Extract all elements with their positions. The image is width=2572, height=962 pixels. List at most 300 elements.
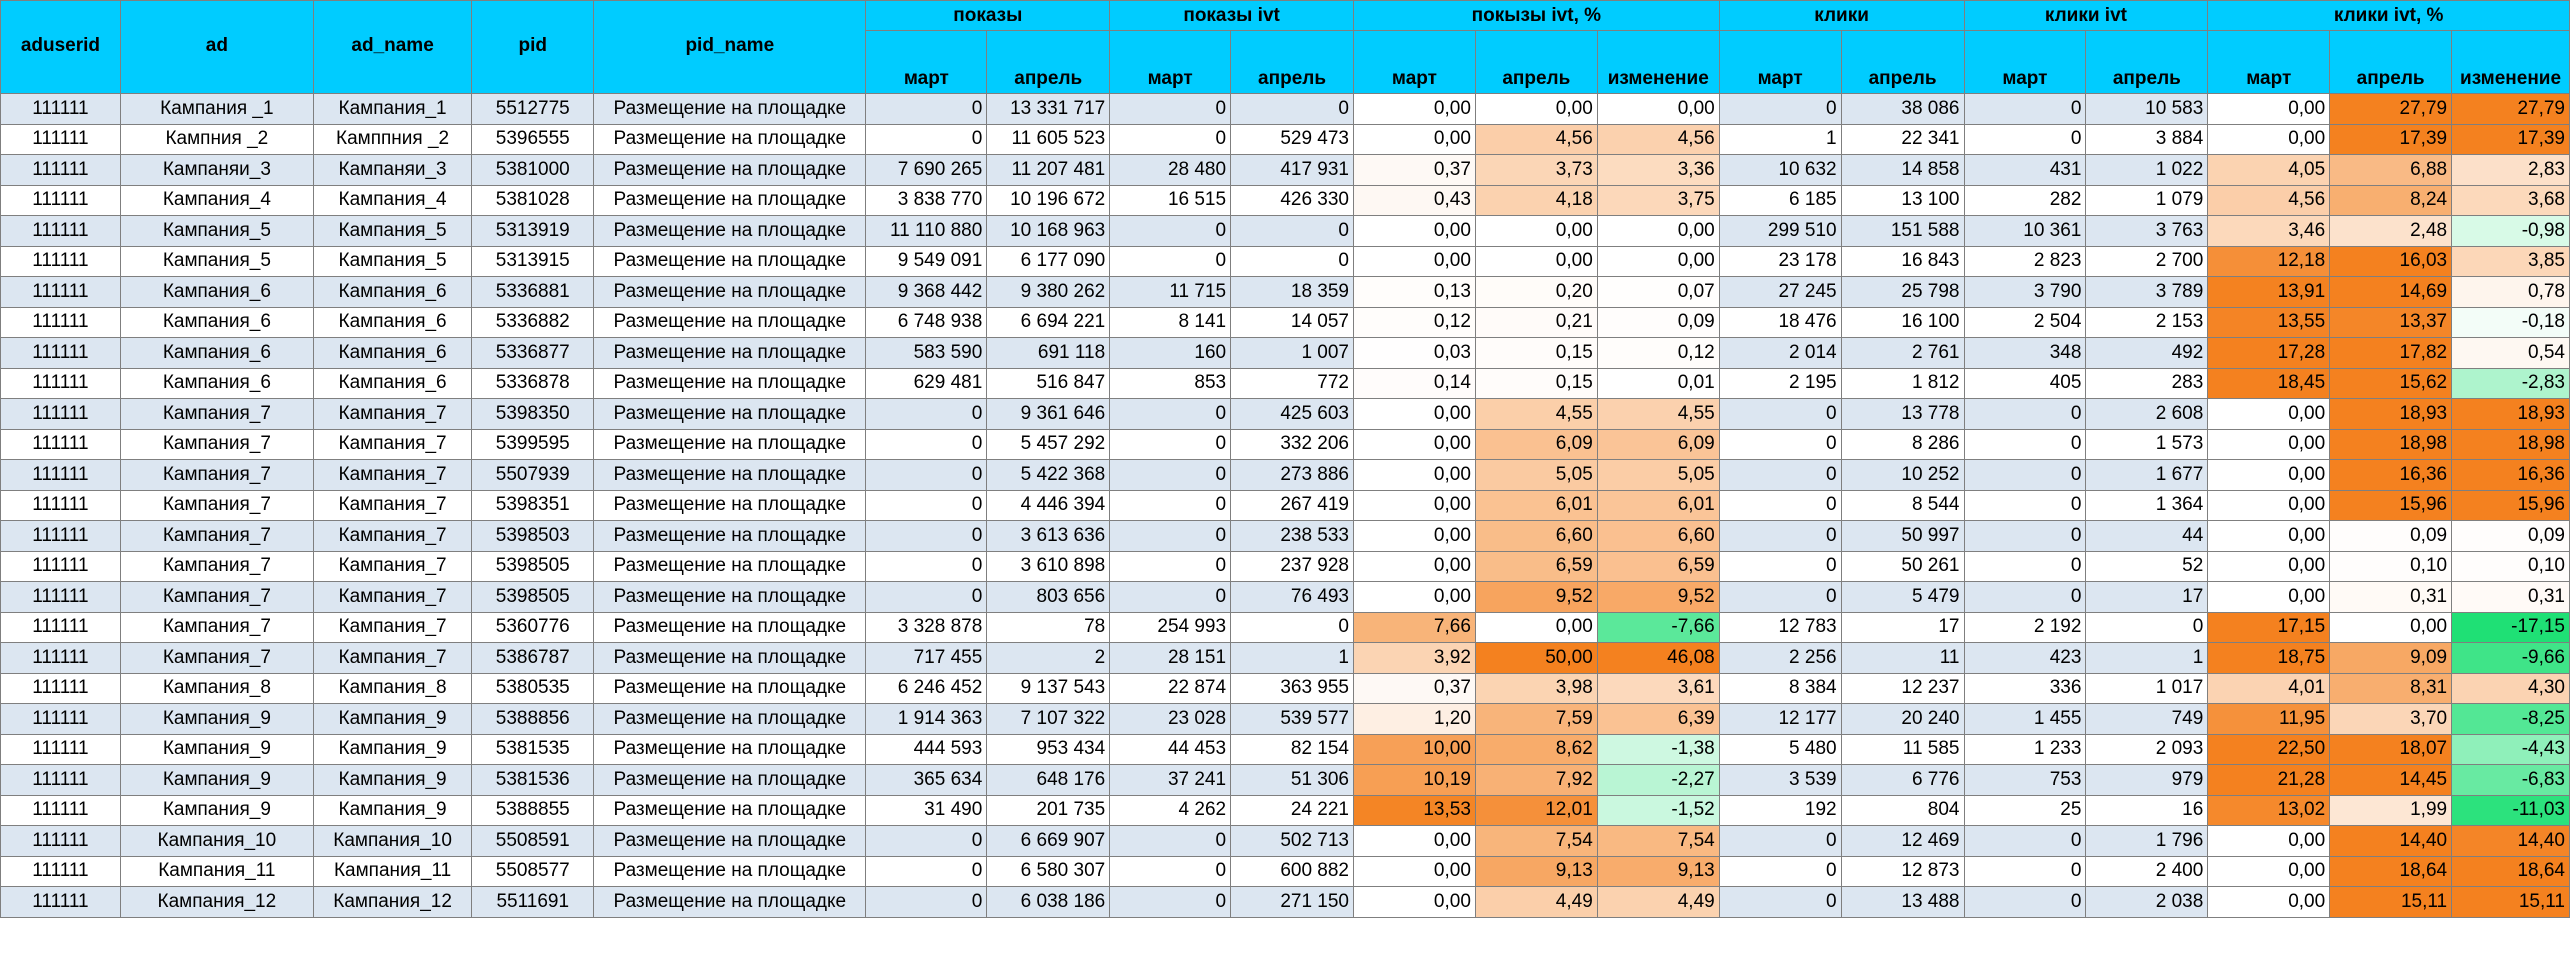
cell-impressions-ivt-pct-april[interactable]: 4,49 (1475, 887, 1597, 918)
cell-clicks-ivt-pct-march[interactable]: 21,28 (2208, 765, 2330, 796)
cell-clicks-march[interactable]: 192 (1719, 795, 1841, 826)
cell-clicks-ivt-march[interactable]: 1 233 (1964, 734, 2086, 765)
cell-clicks-april[interactable]: 12 873 (1841, 856, 1964, 887)
cell-aduserid[interactable]: 111111 (1, 124, 121, 155)
cell-impressions-ivt-april[interactable]: 502 713 (1231, 826, 1354, 857)
cell-impressions-ivt-pct-change[interactable]: 4,49 (1597, 887, 1719, 918)
cell-clicks-march[interactable]: 0 (1719, 582, 1841, 613)
cell-clicks-ivt-pct-april[interactable]: 18,64 (2330, 856, 2452, 887)
sub-header-april[interactable]: апрель (1841, 31, 1964, 94)
cell-impressions-ivt-april[interactable]: 24 221 (1231, 795, 1354, 826)
col-header-pid-name[interactable]: pid_name (594, 1, 866, 94)
cell-clicks-ivt-april[interactable]: 283 (2086, 368, 2208, 399)
cell-impressions-ivt-pct-april[interactable]: 0,00 (1475, 94, 1597, 125)
cell-ad[interactable]: Кампания_4 (120, 185, 313, 216)
cell-pid-name[interactable]: Размещение на площадке (594, 704, 866, 735)
cell-impressions-ivt-pct-change[interactable]: 4,55 (1597, 399, 1719, 430)
cell-impressions-ivt-pct-march[interactable]: 10,00 (1354, 734, 1476, 765)
cell-clicks-ivt-pct-change[interactable]: -4,43 (2452, 734, 2570, 765)
cell-impressions-ivt-april[interactable]: 267 419 (1231, 490, 1354, 521)
cell-pid-name[interactable]: Размещение на площадке (594, 307, 866, 338)
cell-impressions-ivt-march[interactable]: 0 (1110, 399, 1231, 430)
cell-impressions-march[interactable]: 0 (866, 399, 987, 430)
cell-clicks-april[interactable]: 16 100 (1841, 307, 1964, 338)
cell-impressions-ivt-pct-march[interactable]: 10,19 (1354, 765, 1476, 796)
cell-clicks-ivt-pct-march[interactable]: 0,00 (2208, 94, 2330, 125)
cell-ad-name[interactable]: Кампания_4 (313, 185, 471, 216)
cell-impressions-april[interactable]: 516 847 (987, 368, 1110, 399)
cell-clicks-ivt-pct-march[interactable]: 18,45 (2208, 368, 2330, 399)
cell-impressions-ivt-april[interactable]: 332 206 (1231, 429, 1354, 460)
cell-pid[interactable]: 5313919 (472, 216, 594, 247)
cell-clicks-april[interactable]: 12 469 (1841, 826, 1964, 857)
cell-ad-name[interactable]: Кампания_5 (313, 216, 471, 247)
cell-ad[interactable]: Кампания_5 (120, 216, 313, 247)
cell-clicks-ivt-april[interactable]: 749 (2086, 704, 2208, 735)
cell-impressions-ivt-april[interactable]: 1 007 (1231, 338, 1354, 369)
cell-ad[interactable]: Кампания_7 (120, 490, 313, 521)
cell-aduserid[interactable]: 111111 (1, 734, 121, 765)
col-header-ad[interactable]: ad (120, 1, 313, 94)
cell-clicks-march[interactable]: 0 (1719, 399, 1841, 430)
sub-header-april[interactable]: апрель (1231, 31, 1354, 94)
sub-header-march[interactable]: март (2208, 31, 2330, 94)
cell-impressions-ivt-pct-april[interactable]: 7,54 (1475, 826, 1597, 857)
cell-impressions-april[interactable]: 6 038 186 (987, 887, 1110, 918)
cell-clicks-march[interactable]: 0 (1719, 460, 1841, 491)
cell-clicks-ivt-pct-change[interactable]: 0,09 (2452, 521, 2570, 552)
cell-aduserid[interactable]: 111111 (1, 795, 121, 826)
cell-impressions-march[interactable]: 0 (866, 826, 987, 857)
col-header-ad-name[interactable]: ad_name (313, 1, 471, 94)
cell-ad-name[interactable]: Кампания_6 (313, 338, 471, 369)
cell-ad-name[interactable]: Кампания_7 (313, 490, 471, 521)
cell-impressions-ivt-pct-april[interactable]: 0,15 (1475, 368, 1597, 399)
cell-pid[interactable]: 5507939 (472, 460, 594, 491)
cell-aduserid[interactable]: 111111 (1, 582, 121, 613)
cell-pid[interactable]: 5511691 (472, 887, 594, 918)
cell-impressions-ivt-pct-april[interactable]: 12,01 (1475, 795, 1597, 826)
group-header-clicks-ivt[interactable]: клики ivt (1964, 1, 2208, 31)
cell-impressions-ivt-pct-april[interactable]: 3,73 (1475, 155, 1597, 186)
cell-impressions-ivt-pct-march[interactable]: 0,00 (1354, 429, 1476, 460)
cell-impressions-ivt-pct-april[interactable]: 7,92 (1475, 765, 1597, 796)
cell-impressions-ivt-march[interactable]: 0 (1110, 216, 1231, 247)
cell-clicks-ivt-pct-change[interactable]: 14,40 (2452, 826, 2570, 857)
cell-impressions-ivt-april[interactable]: 539 577 (1231, 704, 1354, 735)
cell-clicks-ivt-april[interactable]: 1 079 (2086, 185, 2208, 216)
cell-impressions-ivt-pct-april[interactable]: 0,20 (1475, 277, 1597, 308)
cell-impressions-ivt-pct-march[interactable]: 0,43 (1354, 185, 1476, 216)
cell-aduserid[interactable]: 111111 (1, 704, 121, 735)
cell-clicks-ivt-march[interactable]: 348 (1964, 338, 2086, 369)
cell-impressions-ivt-pct-march[interactable]: 13,53 (1354, 795, 1476, 826)
cell-impressions-april[interactable]: 9 137 543 (987, 673, 1110, 704)
group-header-impressions-ivt-pct[interactable]: покызы ivt, % (1354, 1, 1720, 31)
cell-clicks-ivt-pct-march[interactable]: 4,56 (2208, 185, 2330, 216)
cell-clicks-march[interactable]: 12 177 (1719, 704, 1841, 735)
cell-clicks-ivt-pct-change[interactable]: 18,93 (2452, 399, 2570, 430)
group-header-clicks-ivt-pct[interactable]: клики ivt, % (2208, 1, 2570, 31)
cell-impressions-ivt-march[interactable]: 0 (1110, 551, 1231, 582)
cell-impressions-ivt-march[interactable]: 16 515 (1110, 185, 1231, 216)
cell-pid-name[interactable]: Размещение на площадке (594, 521, 866, 552)
cell-ad-name[interactable]: Кампания_7 (313, 582, 471, 613)
sub-header-march[interactable]: март (866, 31, 987, 94)
cell-clicks-ivt-pct-april[interactable]: 15,96 (2330, 490, 2452, 521)
cell-clicks-ivt-pct-change[interactable]: -9,66 (2452, 643, 2570, 674)
cell-ad[interactable]: Кампания_6 (120, 307, 313, 338)
cell-impressions-ivt-april[interactable]: 14 057 (1231, 307, 1354, 338)
cell-clicks-ivt-march[interactable]: 282 (1964, 185, 2086, 216)
cell-pid-name[interactable]: Размещение на площадке (594, 460, 866, 491)
cell-impressions-ivt-pct-change[interactable]: -2,27 (1597, 765, 1719, 796)
cell-ad-name[interactable]: Кампания_7 (313, 551, 471, 582)
cell-impressions-march[interactable]: 1 914 363 (866, 704, 987, 735)
cell-impressions-ivt-march[interactable]: 0 (1110, 856, 1231, 887)
cell-pid-name[interactable]: Размещение на площадке (594, 399, 866, 430)
cell-impressions-ivt-pct-march[interactable]: 0,00 (1354, 399, 1476, 430)
cell-impressions-ivt-pct-april[interactable]: 4,55 (1475, 399, 1597, 430)
cell-clicks-ivt-pct-change[interactable]: 16,36 (2452, 460, 2570, 491)
cell-clicks-ivt-april[interactable]: 1 677 (2086, 460, 2208, 491)
cell-clicks-ivt-april[interactable]: 44 (2086, 521, 2208, 552)
cell-clicks-april[interactable]: 13 488 (1841, 887, 1964, 918)
cell-ad[interactable]: Кампания _1 (120, 94, 313, 125)
cell-impressions-ivt-pct-march[interactable]: 7,66 (1354, 612, 1476, 643)
cell-impressions-april[interactable]: 3 613 636 (987, 521, 1110, 552)
cell-clicks-ivt-pct-change[interactable]: -8,25 (2452, 704, 2570, 735)
cell-clicks-ivt-pct-march[interactable]: 17,28 (2208, 338, 2330, 369)
cell-clicks-ivt-pct-april[interactable]: 0,31 (2330, 582, 2452, 613)
cell-clicks-ivt-pct-march[interactable]: 0,00 (2208, 460, 2330, 491)
cell-impressions-ivt-pct-april[interactable]: 0,00 (1475, 216, 1597, 247)
cell-ad-name[interactable]: Кампания_8 (313, 673, 471, 704)
cell-pid-name[interactable]: Размещение на площадке (594, 643, 866, 674)
cell-pid-name[interactable]: Размещение на площадке (594, 582, 866, 613)
cell-ad-name[interactable]: Кампания_5 (313, 246, 471, 277)
cell-impressions-ivt-april[interactable]: 425 603 (1231, 399, 1354, 430)
cell-impressions-march[interactable]: 7 690 265 (866, 155, 987, 186)
cell-clicks-ivt-pct-change[interactable]: 3,68 (2452, 185, 2570, 216)
cell-pid-name[interactable]: Размещение на площадке (594, 765, 866, 796)
cell-clicks-ivt-pct-april[interactable]: 8,31 (2330, 673, 2452, 704)
cell-clicks-april[interactable]: 11 (1841, 643, 1964, 674)
cell-clicks-ivt-pct-april[interactable]: 18,93 (2330, 399, 2452, 430)
cell-impressions-april[interactable]: 6 177 090 (987, 246, 1110, 277)
cell-ad[interactable]: Кампания_10 (120, 826, 313, 857)
cell-pid-name[interactable]: Размещение на площадке (594, 185, 866, 216)
cell-impressions-march[interactable]: 583 590 (866, 338, 987, 369)
cell-clicks-march[interactable]: 2 014 (1719, 338, 1841, 369)
cell-impressions-april[interactable]: 7 107 322 (987, 704, 1110, 735)
sub-header-march[interactable]: март (1964, 31, 2086, 94)
cell-impressions-april[interactable]: 4 446 394 (987, 490, 1110, 521)
cell-impressions-ivt-pct-march[interactable]: 0,00 (1354, 490, 1476, 521)
cell-aduserid[interactable]: 111111 (1, 460, 121, 491)
cell-clicks-ivt-pct-change[interactable]: -0,18 (2452, 307, 2570, 338)
cell-impressions-april[interactable]: 6 694 221 (987, 307, 1110, 338)
cell-impressions-ivt-pct-march[interactable]: 0,13 (1354, 277, 1476, 308)
cell-impressions-ivt-april[interactable]: 0 (1231, 612, 1354, 643)
cell-impressions-ivt-march[interactable]: 0 (1110, 887, 1231, 918)
cell-impressions-ivt-pct-march[interactable]: 0,03 (1354, 338, 1476, 369)
cell-ad[interactable]: Кампания_7 (120, 460, 313, 491)
cell-clicks-april[interactable]: 17 (1841, 612, 1964, 643)
cell-impressions-ivt-pct-april[interactable]: 0,00 (1475, 612, 1597, 643)
cell-clicks-ivt-april[interactable]: 979 (2086, 765, 2208, 796)
cell-ad-name[interactable]: Камппния _2 (313, 124, 471, 155)
cell-impressions-ivt-pct-april[interactable]: 9,13 (1475, 856, 1597, 887)
cell-clicks-ivt-pct-march[interactable]: 0,00 (2208, 429, 2330, 460)
cell-impressions-april[interactable]: 13 331 717 (987, 94, 1110, 125)
cell-clicks-ivt-pct-change[interactable]: -11,03 (2452, 795, 2570, 826)
cell-clicks-ivt-april[interactable]: 2 400 (2086, 856, 2208, 887)
cell-impressions-ivt-march[interactable]: 0 (1110, 94, 1231, 125)
cell-impressions-ivt-pct-april[interactable]: 0,21 (1475, 307, 1597, 338)
cell-clicks-ivt-march[interactable]: 0 (1964, 856, 2086, 887)
cell-impressions-ivt-april[interactable]: 0 (1231, 94, 1354, 125)
cell-aduserid[interactable]: 111111 (1, 338, 121, 369)
cell-clicks-march[interactable]: 3 539 (1719, 765, 1841, 796)
cell-impressions-ivt-pct-april[interactable]: 7,59 (1475, 704, 1597, 735)
cell-impressions-ivt-pct-march[interactable]: 0,37 (1354, 155, 1476, 186)
cell-aduserid[interactable]: 111111 (1, 856, 121, 887)
cell-clicks-april[interactable]: 1 812 (1841, 368, 1964, 399)
sub-header-change[interactable]: изменение (2452, 31, 2570, 94)
cell-pid[interactable]: 5360776 (472, 612, 594, 643)
cell-impressions-ivt-pct-march[interactable]: 0,00 (1354, 216, 1476, 247)
cell-clicks-april[interactable]: 5 479 (1841, 582, 1964, 613)
cell-impressions-march[interactable]: 6 748 938 (866, 307, 987, 338)
sub-header-change[interactable]: изменение (1597, 31, 1719, 94)
cell-impressions-ivt-april[interactable]: 600 882 (1231, 856, 1354, 887)
cell-clicks-ivt-pct-march[interactable]: 22,50 (2208, 734, 2330, 765)
cell-clicks-ivt-march[interactable]: 0 (1964, 124, 2086, 155)
cell-clicks-ivt-april[interactable]: 0 (2086, 612, 2208, 643)
cell-impressions-ivt-pct-april[interactable]: 50,00 (1475, 643, 1597, 674)
cell-ad-name[interactable]: Кампания_7 (313, 643, 471, 674)
cell-clicks-ivt-pct-march[interactable]: 3,46 (2208, 216, 2330, 247)
cell-clicks-april[interactable]: 14 858 (1841, 155, 1964, 186)
cell-impressions-ivt-pct-change[interactable]: 3,61 (1597, 673, 1719, 704)
cell-ad-name[interactable]: Кампания_9 (313, 795, 471, 826)
cell-pid-name[interactable]: Размещение на площадке (594, 795, 866, 826)
cell-clicks-march[interactable]: 0 (1719, 551, 1841, 582)
cell-impressions-april[interactable]: 2 (987, 643, 1110, 674)
cell-clicks-ivt-march[interactable]: 0 (1964, 521, 2086, 552)
cell-impressions-ivt-march[interactable]: 11 715 (1110, 277, 1231, 308)
cell-impressions-ivt-pct-change[interactable]: 0,12 (1597, 338, 1719, 369)
cell-clicks-ivt-march[interactable]: 2 504 (1964, 307, 2086, 338)
cell-impressions-ivt-pct-change[interactable]: 9,13 (1597, 856, 1719, 887)
cell-clicks-march[interactable]: 2 195 (1719, 368, 1841, 399)
cell-clicks-ivt-april[interactable]: 10 583 (2086, 94, 2208, 125)
cell-pid-name[interactable]: Размещение на площадке (594, 216, 866, 247)
cell-impressions-ivt-march[interactable]: 0 (1110, 460, 1231, 491)
cell-clicks-march[interactable]: 0 (1719, 521, 1841, 552)
cell-clicks-ivt-pct-april[interactable]: 16,36 (2330, 460, 2452, 491)
cell-impressions-ivt-march[interactable]: 4 262 (1110, 795, 1231, 826)
cell-clicks-march[interactable]: 0 (1719, 490, 1841, 521)
cell-pid[interactable]: 5336882 (472, 307, 594, 338)
cell-clicks-ivt-april[interactable]: 1 017 (2086, 673, 2208, 704)
cell-impressions-ivt-pct-march[interactable]: 3,92 (1354, 643, 1476, 674)
cell-impressions-march[interactable]: 0 (866, 490, 987, 521)
cell-impressions-ivt-pct-change[interactable]: 6,39 (1597, 704, 1719, 735)
cell-impressions-ivt-pct-april[interactable]: 5,05 (1475, 460, 1597, 491)
cell-clicks-april[interactable]: 6 776 (1841, 765, 1964, 796)
cell-clicks-ivt-march[interactable]: 0 (1964, 460, 2086, 491)
cell-clicks-ivt-pct-change[interactable]: 0,78 (2452, 277, 2570, 308)
cell-aduserid[interactable]: 111111 (1, 826, 121, 857)
cell-clicks-ivt-pct-april[interactable]: 18,98 (2330, 429, 2452, 460)
cell-pid-name[interactable]: Размещение на площадке (594, 155, 866, 186)
sub-header-april[interactable]: апрель (987, 31, 1110, 94)
cell-impressions-april[interactable]: 9 361 646 (987, 399, 1110, 430)
cell-impressions-ivt-pct-change[interactable]: 3,36 (1597, 155, 1719, 186)
cell-ad-name[interactable]: Кампания_9 (313, 704, 471, 735)
cell-ad[interactable]: Кампания_9 (120, 795, 313, 826)
cell-aduserid[interactable]: 111111 (1, 887, 121, 918)
sub-header-march[interactable]: март (1719, 31, 1841, 94)
cell-pid[interactable]: 5313915 (472, 246, 594, 277)
cell-clicks-april[interactable]: 2 761 (1841, 338, 1964, 369)
cell-clicks-ivt-pct-march[interactable]: 13,02 (2208, 795, 2330, 826)
cell-ad-name[interactable]: Кампания_7 (313, 521, 471, 552)
cell-clicks-march[interactable]: 10 632 (1719, 155, 1841, 186)
cell-clicks-march[interactable]: 1 (1719, 124, 1841, 155)
cell-clicks-april[interactable]: 38 086 (1841, 94, 1964, 125)
cell-clicks-ivt-march[interactable]: 0 (1964, 826, 2086, 857)
cell-clicks-ivt-pct-change[interactable]: 15,96 (2452, 490, 2570, 521)
group-header-impressions[interactable]: показы (866, 1, 1110, 31)
cell-impressions-ivt-pct-april[interactable]: 0,15 (1475, 338, 1597, 369)
sub-header-march[interactable]: март (1110, 31, 1231, 94)
cell-pid[interactable]: 5399595 (472, 429, 594, 460)
cell-impressions-march[interactable]: 3 838 770 (866, 185, 987, 216)
cell-impressions-ivt-pct-april[interactable]: 4,56 (1475, 124, 1597, 155)
cell-aduserid[interactable]: 111111 (1, 155, 121, 186)
cell-impressions-ivt-pct-march[interactable]: 0,00 (1354, 124, 1476, 155)
cell-clicks-ivt-pct-april[interactable]: 8,24 (2330, 185, 2452, 216)
cell-impressions-ivt-pct-change[interactable]: 4,56 (1597, 124, 1719, 155)
cell-clicks-ivt-april[interactable]: 492 (2086, 338, 2208, 369)
cell-impressions-ivt-april[interactable]: 1 (1231, 643, 1354, 674)
cell-impressions-ivt-march[interactable]: 0 (1110, 490, 1231, 521)
cell-clicks-ivt-pct-april[interactable]: 9,09 (2330, 643, 2452, 674)
cell-clicks-april[interactable]: 13 100 (1841, 185, 1964, 216)
cell-clicks-ivt-pct-april[interactable]: 15,62 (2330, 368, 2452, 399)
cell-impressions-ivt-march[interactable]: 254 993 (1110, 612, 1231, 643)
cell-impressions-ivt-april[interactable]: 273 886 (1231, 460, 1354, 491)
cell-impressions-march[interactable]: 444 593 (866, 734, 987, 765)
cell-pid[interactable]: 5386787 (472, 643, 594, 674)
cell-impressions-ivt-pct-change[interactable]: 0,01 (1597, 368, 1719, 399)
cell-clicks-april[interactable]: 20 240 (1841, 704, 1964, 735)
cell-ad-name[interactable]: Кампания_7 (313, 612, 471, 643)
cell-impressions-ivt-april[interactable]: 237 928 (1231, 551, 1354, 582)
cell-impressions-ivt-pct-april[interactable]: 0,00 (1475, 246, 1597, 277)
cell-impressions-march[interactable]: 6 246 452 (866, 673, 987, 704)
cell-clicks-ivt-march[interactable]: 0 (1964, 94, 2086, 125)
cell-impressions-ivt-pct-change[interactable]: -1,38 (1597, 734, 1719, 765)
cell-pid-name[interactable]: Размещение на площадке (594, 826, 866, 857)
cell-ad[interactable]: Кампания_8 (120, 673, 313, 704)
cell-pid-name[interactable]: Размещение на площадке (594, 246, 866, 277)
cell-pid[interactable]: 5381536 (472, 765, 594, 796)
cell-impressions-ivt-april[interactable]: 426 330 (1231, 185, 1354, 216)
cell-impressions-ivt-pct-april[interactable]: 6,60 (1475, 521, 1597, 552)
cell-impressions-ivt-april[interactable]: 417 931 (1231, 155, 1354, 186)
cell-clicks-march[interactable]: 299 510 (1719, 216, 1841, 247)
cell-clicks-ivt-april[interactable]: 3 763 (2086, 216, 2208, 247)
cell-impressions-ivt-april[interactable]: 238 533 (1231, 521, 1354, 552)
cell-clicks-march[interactable]: 0 (1719, 856, 1841, 887)
cell-aduserid[interactable]: 111111 (1, 490, 121, 521)
cell-clicks-ivt-march[interactable]: 405 (1964, 368, 2086, 399)
cell-clicks-ivt-march[interactable]: 25 (1964, 795, 2086, 826)
cell-clicks-ivt-pct-march[interactable]: 13,55 (2208, 307, 2330, 338)
cell-impressions-march[interactable]: 3 328 878 (866, 612, 987, 643)
cell-clicks-ivt-pct-april[interactable]: 14,40 (2330, 826, 2452, 857)
cell-impressions-ivt-pct-march[interactable]: 0,00 (1354, 521, 1476, 552)
cell-impressions-ivt-pct-march[interactable]: 0,12 (1354, 307, 1476, 338)
cell-impressions-ivt-march[interactable]: 0 (1110, 246, 1231, 277)
cell-impressions-ivt-april[interactable]: 0 (1231, 216, 1354, 247)
cell-clicks-ivt-march[interactable]: 0 (1964, 551, 2086, 582)
cell-clicks-ivt-pct-change[interactable]: 0,54 (2452, 338, 2570, 369)
cell-pid-name[interactable]: Размещение на площадке (594, 612, 866, 643)
cell-impressions-ivt-pct-march[interactable]: 0,14 (1354, 368, 1476, 399)
cell-clicks-ivt-april[interactable]: 3 789 (2086, 277, 2208, 308)
cell-pid[interactable]: 5381535 (472, 734, 594, 765)
cell-pid[interactable]: 5508577 (472, 856, 594, 887)
cell-clicks-ivt-pct-change[interactable]: 15,11 (2452, 887, 2570, 918)
cell-impressions-ivt-pct-change[interactable]: 0,00 (1597, 94, 1719, 125)
cell-pid-name[interactable]: Размещение на площадке (594, 551, 866, 582)
cell-impressions-ivt-pct-april[interactable]: 9,52 (1475, 582, 1597, 613)
cell-pid[interactable]: 5381000 (472, 155, 594, 186)
cell-impressions-march[interactable]: 365 634 (866, 765, 987, 796)
cell-clicks-april[interactable]: 8 286 (1841, 429, 1964, 460)
cell-clicks-ivt-pct-march[interactable]: 0,00 (2208, 856, 2330, 887)
cell-impressions-march[interactable]: 0 (866, 521, 987, 552)
cell-clicks-ivt-pct-march[interactable]: 12,18 (2208, 246, 2330, 277)
cell-clicks-april[interactable]: 50 261 (1841, 551, 1964, 582)
cell-pid[interactable]: 5336878 (472, 368, 594, 399)
cell-clicks-ivt-pct-april[interactable]: 13,37 (2330, 307, 2452, 338)
col-header-aduserid[interactable]: aduserid (1, 1, 121, 94)
cell-aduserid[interactable]: 111111 (1, 277, 121, 308)
cell-pid-name[interactable]: Размещение на площадке (594, 94, 866, 125)
cell-ad[interactable]: Кампания_7 (120, 643, 313, 674)
cell-impressions-ivt-april[interactable]: 0 (1231, 246, 1354, 277)
cell-clicks-ivt-pct-change[interactable]: 0,10 (2452, 551, 2570, 582)
cell-clicks-ivt-pct-april[interactable]: 0,00 (2330, 612, 2452, 643)
cell-clicks-ivt-pct-change[interactable]: -6,83 (2452, 765, 2570, 796)
cell-clicks-april[interactable]: 13 778 (1841, 399, 1964, 430)
cell-impressions-ivt-march[interactable]: 0 (1110, 582, 1231, 613)
cell-clicks-march[interactable]: 2 256 (1719, 643, 1841, 674)
cell-clicks-ivt-pct-change[interactable]: -2,83 (2452, 368, 2570, 399)
cell-impressions-ivt-pct-march[interactable]: 0,00 (1354, 460, 1476, 491)
cell-impressions-april[interactable]: 6 580 307 (987, 856, 1110, 887)
cell-impressions-ivt-april[interactable]: 18 359 (1231, 277, 1354, 308)
cell-clicks-march[interactable]: 23 178 (1719, 246, 1841, 277)
cell-impressions-april[interactable]: 803 656 (987, 582, 1110, 613)
cell-ad[interactable]: Кампания_12 (120, 887, 313, 918)
